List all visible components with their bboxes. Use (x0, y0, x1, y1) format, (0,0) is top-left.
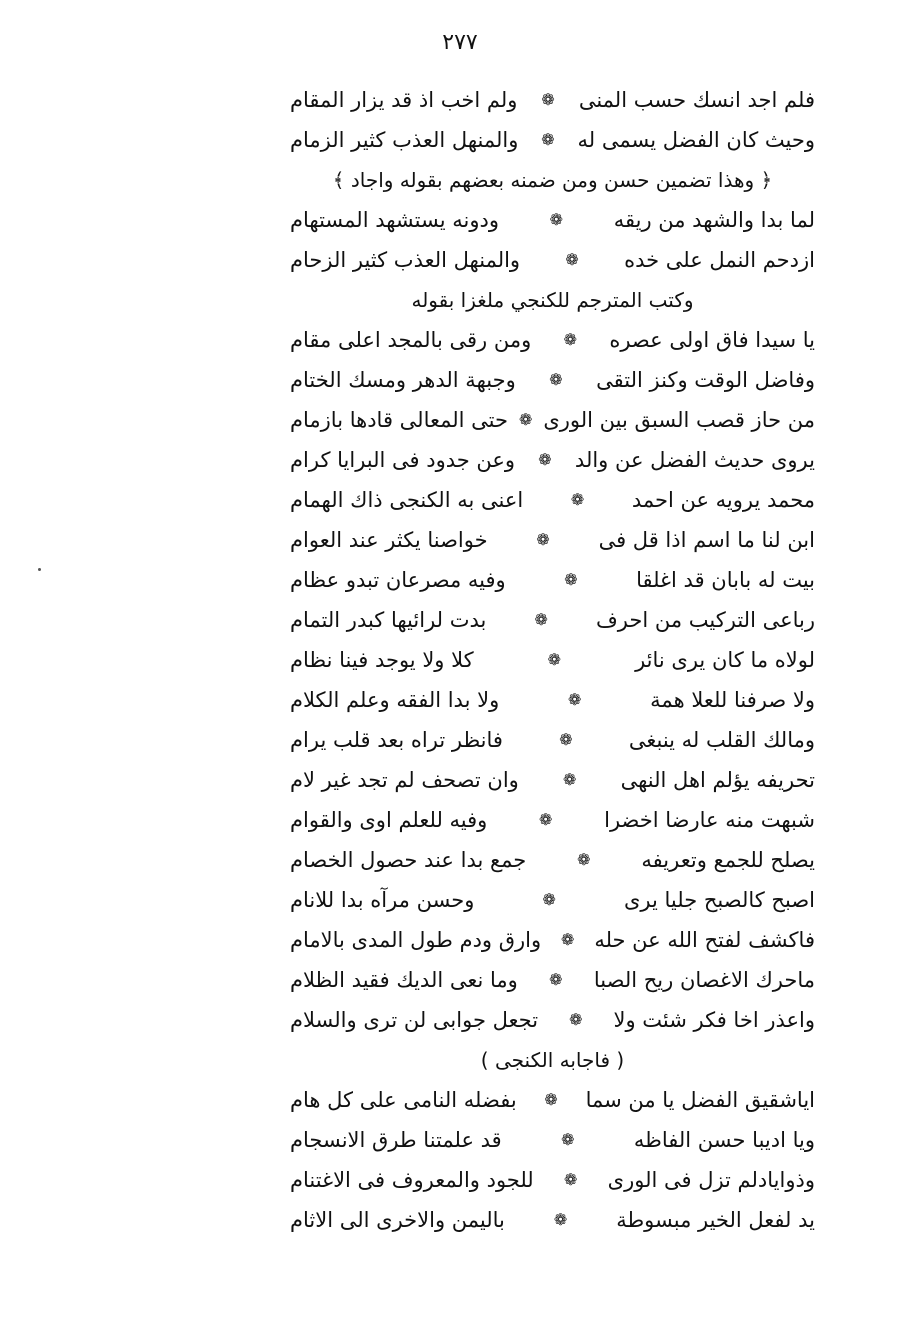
verse-line (290, 1160, 815, 1200)
first-hemistich: اياشقيق الفضل يا من سما (585, 1088, 815, 1112)
verse-line (290, 1000, 815, 1040)
first-hemistich: تحريفه يؤلم اهل النهى (620, 768, 815, 792)
first-hemistich: فاكشف لفتح الله عن حله (594, 928, 815, 952)
verse-line (290, 1120, 815, 1160)
first-hemistich: ازدحم النمل على خده (624, 248, 815, 272)
verse-line (290, 960, 815, 1000)
first-hemistich: وفاضل الوقت وكنز التقى (596, 368, 815, 392)
verse-line (290, 720, 815, 760)
verse-separator-icon: ❁ (565, 250, 579, 269)
verse-separator-icon: ❁ (534, 610, 548, 629)
verse-line (290, 520, 815, 560)
verse-separator-icon: ❁ (549, 210, 564, 229)
second-hemistich: بفضله النامى على كل هام (290, 1088, 517, 1112)
second-hemistich: جمع بدا عند حصول الخصام (290, 848, 527, 872)
second-hemistich: وان تصحف لم تجد غير لام (290, 768, 519, 792)
first-hemistich: شبهت منه عارضا اخضرا (604, 808, 815, 832)
verse-line (290, 440, 815, 480)
verse-line (290, 840, 815, 880)
second-hemistich: باليمن والاخرى الى الاثام (290, 1208, 505, 1232)
second-hemistich: وحسن مرآه بدا للانام (290, 888, 475, 912)
second-hemistich: وفيه مصرعان تبدو عظام (290, 568, 506, 592)
second-hemistich: وجبهة الدهر ومسك الختام (290, 368, 516, 392)
verse-line (290, 320, 815, 360)
second-hemistich: خواصنا يكثر عند العوام (290, 528, 488, 552)
first-hemistich: لما بدا والشهد من ريقه (613, 208, 815, 232)
verse-separator-icon: ❁ (568, 690, 582, 709)
verse-line (290, 1080, 815, 1120)
first-hemistich: فلم اجد انسك حسب المنى (578, 88, 815, 112)
verse-separator-icon: ❁ (549, 370, 563, 389)
verse-line (290, 640, 815, 680)
first-hemistich: يا سيدا فاق اولى عصره (609, 328, 815, 352)
verse-separator-icon: ❁ (539, 810, 553, 829)
margin-speck (38, 568, 41, 571)
second-hemistich: وارق ودم طول المدى بالامام (290, 928, 542, 952)
second-hemistich: فانظر تراه بعد قلب يرام (290, 728, 503, 752)
first-hemistich: بيت له بابان قد اغلقا (636, 568, 815, 592)
verse-line (290, 800, 815, 840)
second-hemistich: كلا ولا يوجد فينا نظام (290, 648, 474, 672)
second-hemistich: تجعل جوابى لن ترى والسلام (290, 1008, 539, 1032)
verse-line (290, 1200, 815, 1240)
verse-separator-icon: ❁ (538, 450, 552, 469)
verse-separator-icon: ❁ (563, 1170, 578, 1189)
first-hemistich: محمد يرويه عن احمد (631, 488, 815, 512)
verse-separator-icon: ❁ (569, 1010, 583, 1029)
verse-line (290, 560, 815, 600)
second-hemistich: والمنهل العذب كثير الزمام (290, 128, 519, 152)
verse-separator-icon: ❁ (541, 90, 555, 109)
second-hemistich: اعنى به الكنجى ذاك الهمام (290, 488, 524, 512)
second-hemistich: ومن رقى بالمجد اعلى مقام (290, 328, 532, 352)
first-hemistich: وحيث كان الفضل يسمى له (577, 128, 815, 152)
verse-separator-icon: ❁ (518, 410, 533, 429)
first-hemistich: يد لفعل الخير مبسوطة (616, 1208, 815, 1232)
first-hemistich: لولاه ما كان يرى نائر (635, 648, 815, 672)
first-hemistich: وذوايادلم تزل فى الورى (607, 1168, 815, 1192)
verse-line (290, 80, 815, 120)
verse-line (290, 400, 815, 440)
section-heading: ( فاجابه الكنجى ) (480, 1048, 625, 1072)
section-heading: ﴿ وهذا تضمين حسن ومن ضمنه بعضهم بقوله واجاد ﴾ (332, 168, 773, 192)
first-hemistich: رباعى التركيب من احرف (596, 608, 815, 632)
verse-separator-icon: ❁ (563, 770, 577, 789)
first-hemistich: ماحرك الاغصان ريح الصبا (593, 968, 815, 992)
first-hemistich: من حاز قصب السبق بين الورى (543, 408, 815, 432)
second-hemistich: وما نعى الديك فقيد الظلام (290, 968, 518, 992)
verse-separator-icon: ❁ (544, 1090, 558, 1109)
first-hemistich: يروى حديث الفضل عن والد (574, 448, 815, 472)
verse-separator-icon: ❁ (570, 490, 585, 509)
poem-body (290, 80, 815, 1240)
verse-separator-icon: ❁ (542, 890, 556, 909)
verse-separator-icon: ❁ (536, 530, 550, 549)
verse-line (290, 120, 815, 160)
verse-separator-icon: ❁ (561, 930, 575, 949)
verse-line (290, 600, 815, 640)
second-hemistich: ودونه يستشهد المستهام (290, 208, 499, 232)
verse-separator-icon: ❁ (559, 730, 573, 749)
first-hemistich: يصلح للجمع وتعريفه (641, 848, 815, 872)
first-hemistich: ويا اديبا حسن الفاظه (633, 1128, 815, 1152)
verse-separator-icon: ❁ (553, 1210, 568, 1229)
verse-separator-icon: ❁ (541, 130, 555, 149)
verse-line (290, 360, 815, 400)
verse-separator-icon: ❁ (563, 330, 577, 349)
second-hemistich: للجود والمعروف فى الاغتنام (290, 1168, 534, 1192)
section-heading: وكتب المترجم للكنجي ملغزا بقوله (411, 288, 694, 312)
second-hemistich: قد علمتنا طرق الانسجام (290, 1128, 502, 1152)
second-hemistich: ولم اخب اذ قد يزار المقام (290, 88, 518, 112)
page-number: ٢٧٧ (442, 30, 478, 55)
second-hemistich: والمنهل العذب كثير الزحام (290, 248, 521, 272)
verse-line (290, 240, 815, 280)
second-hemistich: وفيه للعلم اوى والقوام (290, 808, 488, 832)
first-hemistich: ولا صرفنا للعلا همة (650, 688, 815, 712)
first-hemistich: ومالك القلب له ينبغى (628, 728, 815, 752)
verse-separator-icon: ❁ (564, 570, 578, 589)
verse-separator-icon: ❁ (561, 1130, 575, 1149)
verse-line (290, 880, 815, 920)
second-hemistich: بدت لرائيها كبدر التمام (290, 608, 487, 632)
verse-separator-icon: ❁ (547, 650, 562, 669)
second-hemistich: حتى المعالى قادها بازمام (290, 408, 508, 432)
verse-line (290, 200, 815, 240)
first-hemistich: واعذر اخا فكر شئت ولا (613, 1008, 815, 1032)
second-hemistich: ولا بدا الفقه وعلم الكلام (290, 688, 500, 712)
verse-line (290, 480, 815, 520)
verse-line (290, 760, 815, 800)
second-hemistich: وعن جدود فى البرايا كرام (290, 448, 516, 472)
verse-line (290, 680, 815, 720)
verse-line (290, 920, 815, 960)
verse-separator-icon: ❁ (549, 970, 563, 989)
verse-separator-icon: ❁ (577, 850, 591, 869)
first-hemistich: ابن لنا ما اسم اذا قل فى (598, 528, 815, 552)
first-hemistich: اصبح كالصبح جليا يرى (623, 888, 815, 912)
